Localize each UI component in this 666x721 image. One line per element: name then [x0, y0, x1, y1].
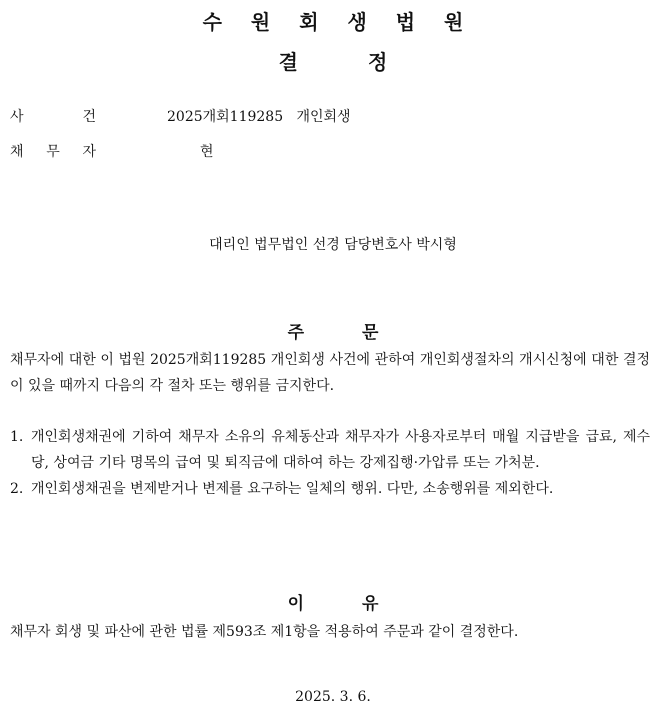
order-title-char: 문 [362, 323, 379, 343]
order-intro-paragraph: 채무자에 대한 이 법원 2025개회119285 개인회생 사건에 관하여 개인회생절차의 개시신청에 대한 결정이 있을 때까지 다음의 각 절차 또는 행위를 금지한다. [10, 352, 650, 394]
list-item [10, 424, 650, 476]
debtor-name-value: 현 [200, 144, 214, 160]
prohibited-acts-list [10, 424, 650, 502]
reason-section-title [0, 589, 666, 614]
order-section-title [0, 318, 666, 343]
debtor-label [10, 141, 96, 161]
debtor-label-char: 자 [82, 144, 96, 160]
case-label-char: 건 [82, 109, 96, 125]
debtor-label-char: 무 [46, 144, 60, 160]
list-item-text: 개인회생채권에 기하여 채무자 소유의 유체동산과 채무자가 사용자로부터 매월 지급받을 급료, 제수당, 상여금 기타 명목의 급여 및 퇴직금에 대하여 하는 강제집행·가압류 또는 가처분. [31, 429, 650, 471]
order-title-char: 주 [287, 323, 304, 343]
document-type-title [0, 46, 666, 75]
case-number-row [10, 106, 351, 126]
case-label-char: 사 [10, 109, 24, 125]
reason-title-char: 유 [362, 594, 379, 614]
decision-date: 2025. 3. 6. [295, 689, 371, 705]
reason-paragraph: 채무자 회생 및 파산에 관한 법률 제593조 제1항을 적용하여 주문과 같이 결정한다. [10, 624, 519, 640]
legal-representative-line: 대리인 법무법인 선경 담당변호사 박시형 [209, 237, 457, 253]
list-item-number: 2. [10, 481, 24, 497]
document-type-char: 결 [278, 50, 298, 74]
list-item-number: 1. [10, 429, 24, 445]
court-name: 수 원 회 생 법 원 [202, 10, 475, 34]
reason-title-char: 이 [287, 594, 304, 614]
debtor-label-char: 채 [10, 144, 24, 160]
case-label [10, 106, 96, 126]
debtor-row [10, 141, 214, 161]
list-item-text: 개인회생채권을 변제받거나 변제를 요구하는 일체의 행위. 다만, 소송행위를 제외한다. [31, 481, 554, 497]
case-number-value: 2025개회119285 개인회생 [167, 109, 351, 125]
document-type-char: 정 [368, 50, 388, 74]
list-item [10, 476, 650, 502]
